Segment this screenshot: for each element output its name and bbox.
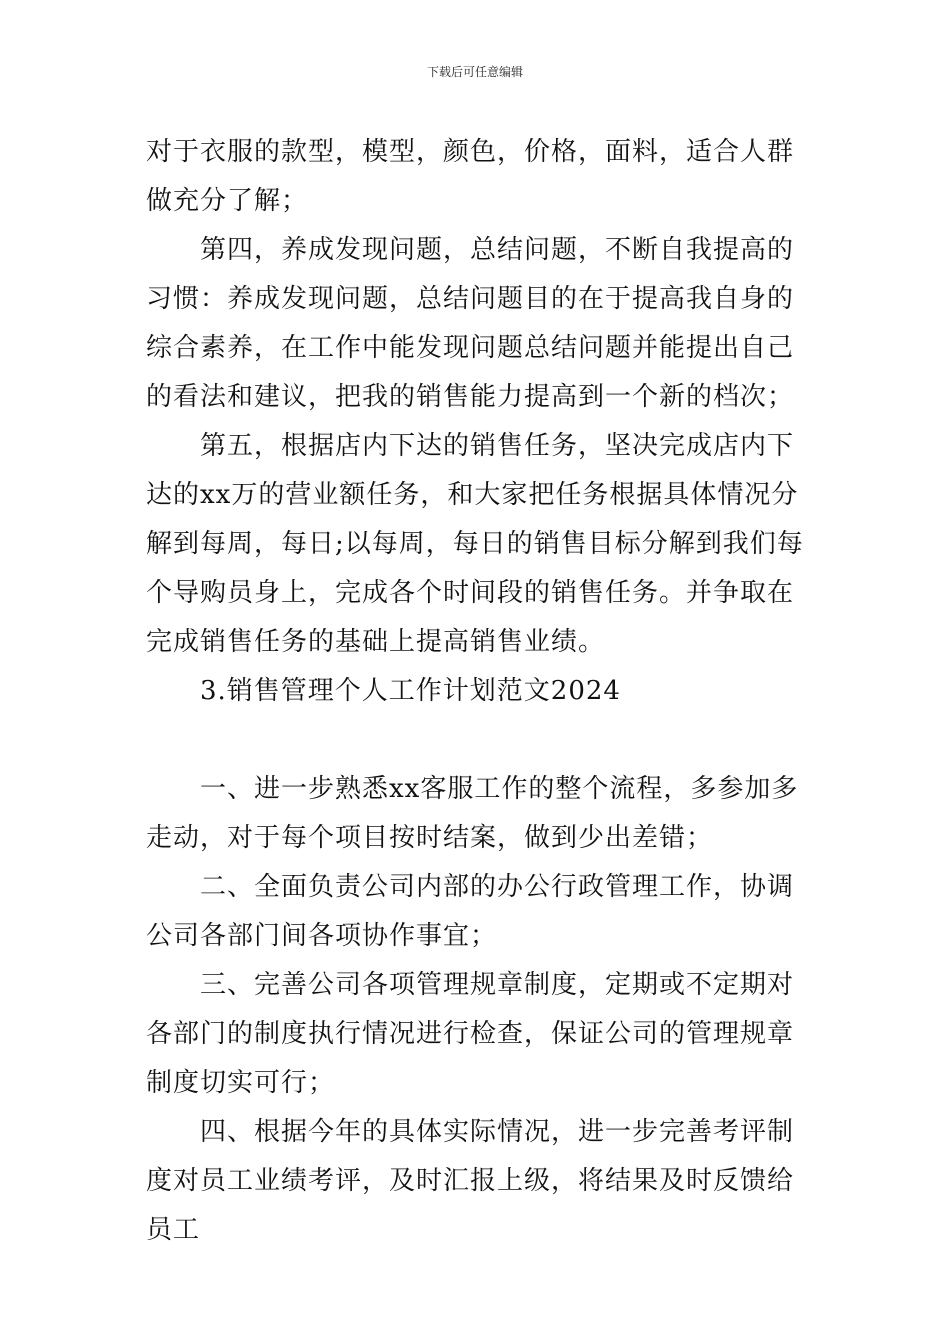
- paragraph-item-two: 二、全面负责公司内部的办公行政管理工作，协调公司各部门间各项协作事宜；: [146, 872, 795, 951]
- section-heading: 3.销售管理个人工作计划范文2024: [200, 676, 621, 706]
- paragraph-item-one: 一、进一步熟悉xx客服工作的整个流程，多参加多走动，对于每个项目按时结案，做到少出差错；: [146, 774, 799, 853]
- document-body: [146, 128, 808, 1255]
- paragraph-item-four: 四、根据今年的具体实际情况，进一步完善考评制度对员工业绩考评，及时汇报上级，将结果及时反馈给员工: [146, 1117, 795, 1245]
- page-header: 下载后可任意编辑: [426, 65, 523, 79]
- blank-line: [146, 716, 808, 765]
- paragraph-item-three: 三、完善公司各项管理规章制度，定期或不定期对各部门的制度执行情况进行检查，保证公司的管理规章制度切实可行；: [146, 970, 795, 1098]
- paragraph-point-four: 第四，养成发现问题，总结问题，不断自我提高的习惯：养成发现问题，总结问题目的在于提高我自身的综合素养，在工作中能发现问题总结问题并能提出自己的看法和建议，把我的销售能力提高到一个新的档次；: [146, 235, 795, 412]
- paragraph-clothing-knowledge: 对于衣服的款型，模型，颜色，价格，面料，适合人群做充分了解；: [146, 137, 795, 216]
- paragraph-point-five: 第五，根据店内下达的销售任务，坚决完成店内下达的xx万的营业额任务，和大家把任务根据具体情况分解到每周，每日;以每周，每日的销售目标分解到我们每个导购员身上，完成各个时间段的销售任务。并争取在完成销售任务的基础上提高销售业绩。: [146, 431, 804, 657]
